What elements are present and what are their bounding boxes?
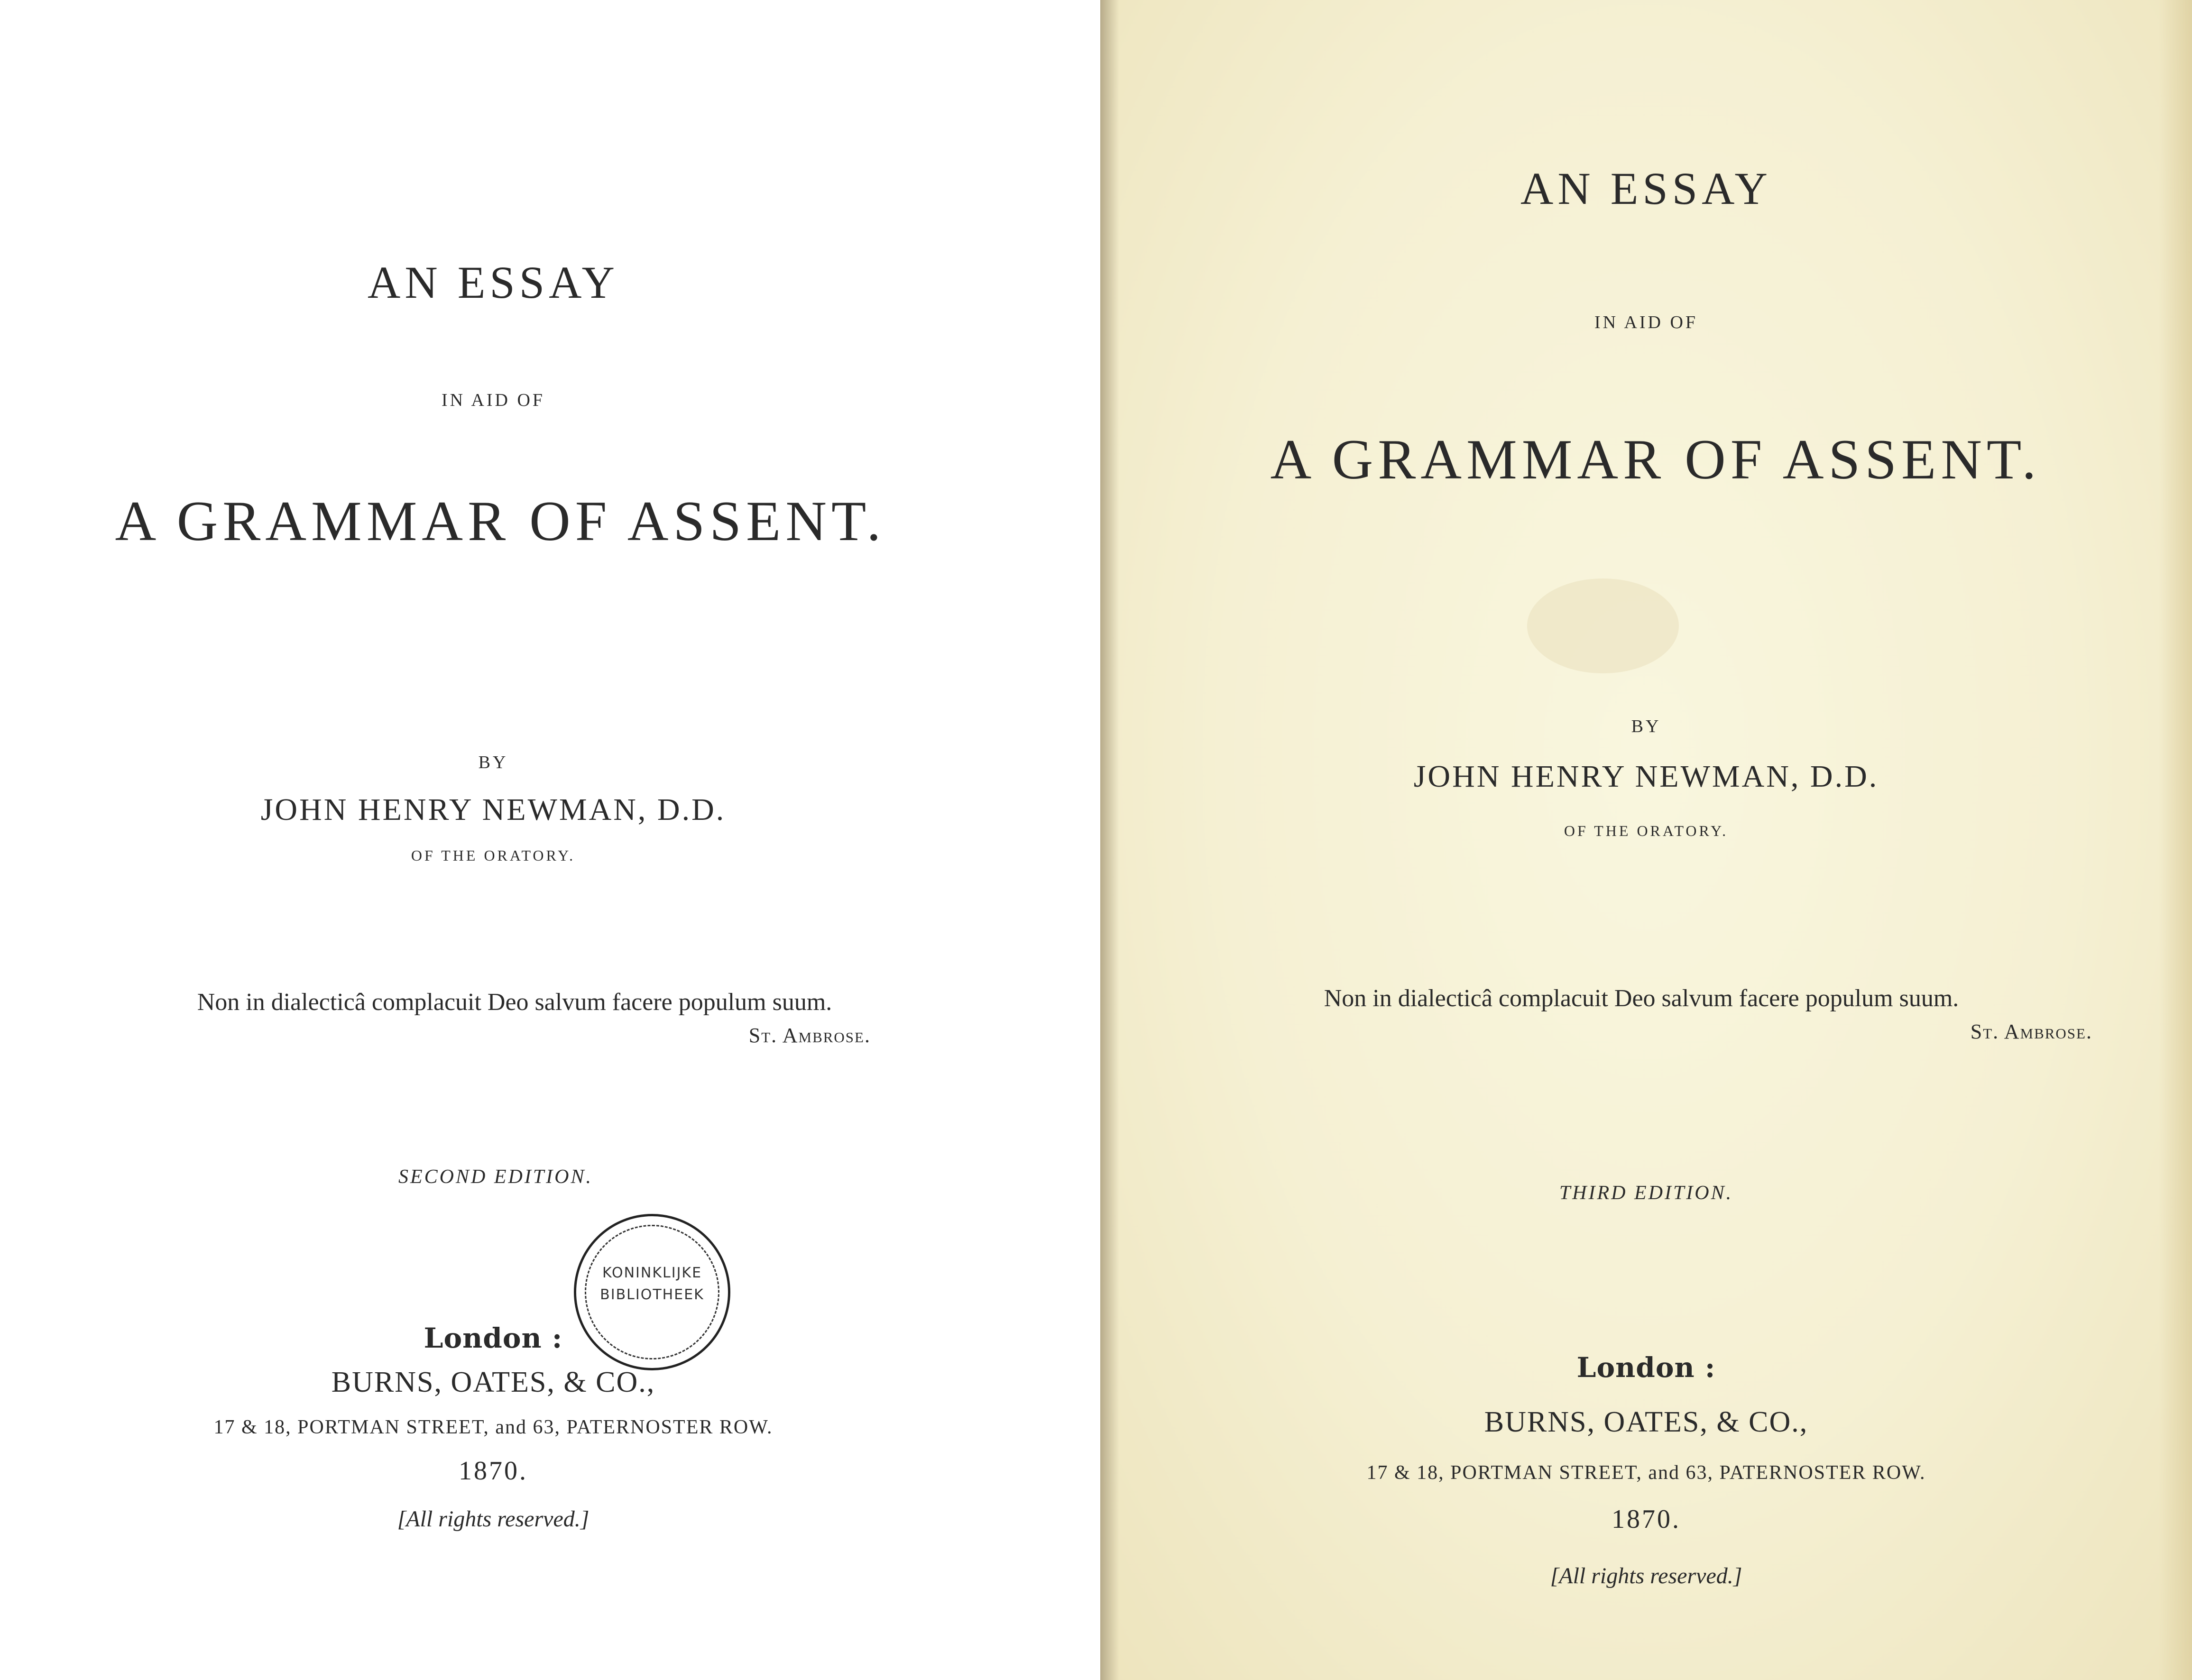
- publisher-address: 17 & 18, PORTMAN STREET, and 63, PATERNOSTER ROW.: [213, 1416, 773, 1438]
- latin-motto: Non in dialecticâ complacuit Deo salvum facere populum suum.: [197, 989, 832, 1016]
- stamp-text-line1: KONINKLIJKE: [602, 1265, 702, 1281]
- motto-attribution: St. Ambrose.: [1970, 1020, 2092, 1043]
- motto-attribution: St. Ambrose.: [748, 1024, 871, 1047]
- publication-year: 1870.: [1612, 1505, 1681, 1534]
- rights-notice: [All rights reserved.]: [1550, 1563, 1742, 1588]
- author-name: JOHN HENRY NEWMAN, D.D.: [1413, 759, 1879, 794]
- title-page-third-edition: [1100, 0, 2192, 1680]
- author-affiliation: OF THE ORATORY.: [1564, 822, 1729, 839]
- publisher-name: BURNS, OATES, & CO.,: [331, 1366, 655, 1398]
- stamp-text-line2: BIBLIOTHEEK: [600, 1286, 704, 1303]
- title-line-an-essay: AN ESSAY: [368, 257, 619, 308]
- author-affiliation: OF THE ORATORY.: [411, 847, 576, 864]
- rights-notice: [All rights reserved.]: [397, 1506, 589, 1532]
- title-line-an-essay: AN ESSAY: [1520, 163, 1772, 214]
- place-of-publication: London :: [424, 1322, 563, 1354]
- paper-stain: [1527, 578, 1679, 673]
- publisher-address: 17 & 18, PORTMAN STREET, and 63, PATERNOSTER ROW.: [1366, 1462, 1926, 1484]
- title-line-in-aid-of: IN AID OF: [441, 390, 545, 410]
- author-name: JOHN HENRY NEWMAN, D.D.: [260, 792, 726, 827]
- edition-label: THIRD EDITION.: [1559, 1182, 1733, 1204]
- publisher-name: BURNS, OATES, & CO.,: [1484, 1406, 1808, 1438]
- title-line-in-aid-of: IN AID OF: [1594, 312, 1698, 332]
- by-label: BY: [1631, 716, 1661, 736]
- main-title: A GRAMMAR OF ASSENT.: [1270, 428, 2041, 491]
- place-of-publication: London :: [1576, 1351, 1716, 1384]
- main-title: A GRAMMAR OF ASSENT.: [115, 489, 886, 552]
- by-label: BY: [478, 753, 508, 772]
- latin-motto: Non in dialecticâ complacuit Deo salvum facere populum suum.: [1324, 985, 1959, 1012]
- edition-label: SECOND EDITION.: [398, 1166, 593, 1188]
- publication-year: 1870.: [459, 1456, 528, 1486]
